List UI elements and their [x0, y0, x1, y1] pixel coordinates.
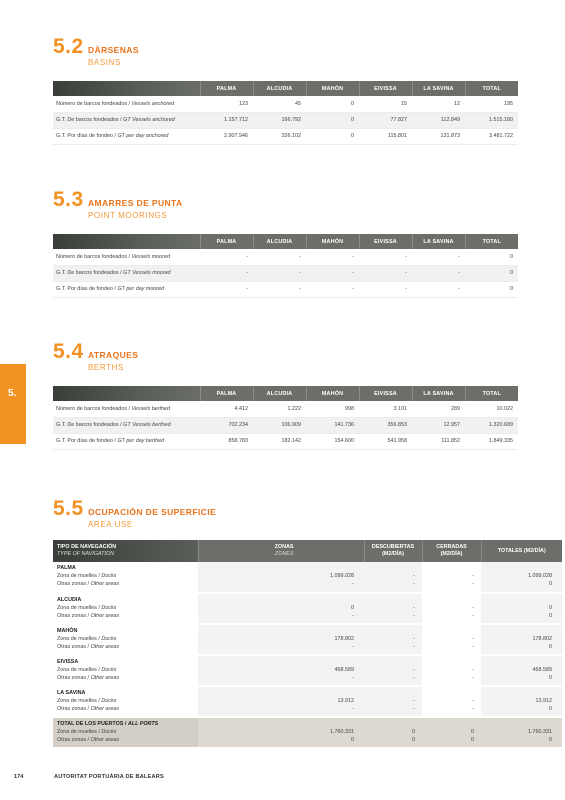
table-cell: 166.792 [253, 112, 306, 128]
column-header: ALCUDIA [253, 81, 306, 96]
area-use-table [53, 540, 562, 749]
total-value: 178.802 0 [481, 624, 562, 655]
port-block [53, 624, 562, 655]
table-cell: 112.849 [412, 112, 465, 128]
column-header: LA SAVINA [412, 386, 465, 401]
table-cell: - [253, 265, 306, 281]
covered-value: - - [422, 686, 481, 717]
column-header: EIVISSA [359, 81, 412, 96]
zones-value: 13.912 - [198, 686, 364, 717]
table-row [53, 128, 518, 144]
table-cell: 1.320.689 [465, 417, 518, 433]
table-cell: - [200, 249, 253, 265]
table-cell: - [200, 281, 253, 297]
table-cell: 4.412 [200, 401, 253, 417]
header-blank [53, 81, 200, 96]
zones-value: 1.760.331 0 [198, 717, 364, 748]
zones-value: 1.099.028 - [198, 562, 364, 593]
total-value: 468.589 0 [481, 655, 562, 686]
chapter-tab-label: 5. [8, 388, 17, 399]
table-cell: 12 [412, 96, 465, 112]
uncovered-value: - - [364, 593, 422, 624]
table-cell: 1.157.712 [200, 112, 253, 128]
table-cell: - [253, 281, 306, 297]
section-header [53, 340, 518, 376]
table-cell: 998 [306, 401, 359, 417]
uncovered-value: - - [364, 655, 422, 686]
table-cell: - [306, 265, 359, 281]
section-title: OCUPACIÓN DE SUPERFICIE [88, 507, 217, 517]
row-label: Número de barcos fondeados / Vessels moored [53, 249, 200, 265]
covered-value: 0 0 [422, 717, 481, 748]
port-block [53, 686, 562, 717]
data-table [53, 386, 518, 450]
covered-value: - - [422, 655, 481, 686]
column-header: TOTAL [465, 81, 518, 96]
row-label: G.T. Por días de fondeo / GT per day moored [53, 281, 200, 297]
table-cell: 77.827 [359, 112, 412, 128]
table-cell: 702.234 [200, 417, 253, 433]
section-header [53, 188, 518, 224]
covered-value: - - [422, 562, 481, 593]
column-header: TOTAL [465, 234, 518, 249]
port-block [53, 593, 562, 624]
table-cell: 154.600 [306, 433, 359, 449]
chapter-tab [0, 364, 26, 444]
table-cell: 858.783 [200, 433, 253, 449]
uncovered-value: 0 0 [364, 717, 422, 748]
port-label: PALMA Zona de muelles / Docks Otras zonas / Other areas [53, 562, 198, 593]
table-cell: 182.142 [253, 433, 306, 449]
table-cell: 111.852 [412, 433, 465, 449]
section-5-4 [53, 340, 518, 450]
column-header: PALMA [200, 234, 253, 249]
total-label: TOTAL DE LOS PUERTOS / ALL PORTS Zona de muelles / Docks Otras zonas / Other areas [53, 717, 198, 748]
port-label: ALCUDIA Zona de muelles / Docks Otras zonas / Other areas [53, 593, 198, 624]
zones-value: 178.802 - [198, 624, 364, 655]
section-title: AMARRES DE PUNTA [88, 198, 183, 208]
table-cell: 0 [465, 265, 518, 281]
port-label: EIVISSA Zona de muelles / Docks Otras zonas / Other areas [53, 655, 198, 686]
section-header [53, 497, 518, 533]
table-cell: 326.102 [253, 128, 306, 144]
port-block [53, 562, 562, 593]
table-cell: - [200, 265, 253, 281]
table-cell: 0 [465, 249, 518, 265]
table-cell: 12.957 [412, 417, 465, 433]
row-label: G.T. De barcos fondeados / GT Vessels anchored [53, 112, 200, 128]
section-5-2 [53, 35, 518, 145]
zones-value: 0 - [198, 593, 364, 624]
section-subtitle: AREA USE [88, 520, 133, 529]
table-cell: 195 [465, 96, 518, 112]
table-cell: 141.736 [306, 417, 359, 433]
total-block [53, 717, 562, 748]
total-value: 0 0 [481, 593, 562, 624]
table-header-row [53, 386, 518, 401]
table-row [53, 401, 518, 417]
table-cell: 123 [200, 96, 253, 112]
table-cell: - [412, 265, 465, 281]
header-blank [53, 386, 200, 401]
table-cell: 3.101 [359, 401, 412, 417]
column-header: TOTAL [465, 386, 518, 401]
table-header-row [53, 81, 518, 96]
covered-value: - - [422, 593, 481, 624]
header-blank [53, 234, 200, 249]
table-cell: 106.909 [253, 417, 306, 433]
table-cell: 0 [465, 281, 518, 297]
table-cell: - [359, 249, 412, 265]
column-header: MAHÓN [306, 81, 359, 96]
section-number: 5.5 [53, 497, 84, 520]
table-cell: - [412, 249, 465, 265]
port-label: LA SAVINA Zona de muelles / Docks Otras zonas / Other areas [53, 686, 198, 717]
table-cell: 2.907.946 [200, 128, 253, 144]
total-value: 1.760.331 0 [481, 717, 562, 748]
header-covered: CERRADAS (M2/DÍA) [422, 540, 481, 562]
row-label: G.T. De barcos fondeados / GT Vessels moored [53, 265, 200, 281]
table-cell: 1.222 [253, 401, 306, 417]
column-header: MAHÓN [306, 234, 359, 249]
header-zones: ZONAS ZONES [198, 540, 364, 562]
table-cell: - [412, 281, 465, 297]
section-area-use [53, 497, 552, 749]
table-cell: 541.958 [359, 433, 412, 449]
section-subtitle: BASINS [88, 58, 121, 67]
table-cell: 0 [306, 128, 359, 144]
port-block [53, 655, 562, 686]
uncovered-value: - - [364, 686, 422, 717]
table-cell: 0 [306, 112, 359, 128]
data-table [53, 234, 518, 298]
table-cell: - [306, 249, 359, 265]
column-header: PALMA [200, 81, 253, 96]
page-number: 174 [14, 774, 24, 780]
column-header: ALCUDIA [253, 234, 306, 249]
total-value: 13.912 0 [481, 686, 562, 717]
total-value: 1.099.028 0 [481, 562, 562, 593]
row-label: G.T. Por días de fondeo / GT per day anchored [53, 128, 200, 144]
table-row [53, 249, 518, 265]
section-5-3 [53, 188, 518, 298]
table-cell: - [253, 249, 306, 265]
column-header: ALCUDIA [253, 386, 306, 401]
table-cell: 115.801 [359, 128, 412, 144]
table-cell: - [359, 265, 412, 281]
table-cell: 1.515.180 [465, 112, 518, 128]
column-header: MAHÓN [306, 386, 359, 401]
table-row [53, 112, 518, 128]
table-row [53, 265, 518, 281]
section-number: 5.3 [53, 188, 84, 211]
table-cell: 1.849.335 [465, 433, 518, 449]
column-header: EIVISSA [359, 234, 412, 249]
row-label: G.T. De barcos fondeados / GT Vessels berthed [53, 417, 200, 433]
port-label: MAHÓN Zona de muelles / Docks Otras zonas / Other areas [53, 624, 198, 655]
column-header: LA SAVINA [412, 234, 465, 249]
row-label: Número de barcos fondeados / Vessels anchored [53, 96, 200, 112]
section-subtitle: BERTHS [88, 363, 124, 372]
table-cell: - [306, 281, 359, 297]
uncovered-value: - - [364, 562, 422, 593]
table-cell: 45 [253, 96, 306, 112]
header-uncovered: DESCUBIERTAS (M2/DÍA) [364, 540, 422, 562]
table-cell: 289 [412, 401, 465, 417]
footer-organization: AUTORITAT PORTUÀRIA DE BALEARS [54, 774, 164, 780]
zones-value: 468.589 - [198, 655, 364, 686]
table-cell: 356.853 [359, 417, 412, 433]
table-row [53, 433, 518, 449]
table-row [53, 281, 518, 297]
section-subtitle: POINT MOORINGS [88, 211, 168, 220]
table-row [53, 417, 518, 433]
covered-value: - - [422, 624, 481, 655]
table-cell: 3.481.722 [465, 128, 518, 144]
section-number: 5.2 [53, 35, 84, 58]
section-title: DÀRSENAS [88, 45, 139, 55]
column-header: EIVISSA [359, 386, 412, 401]
table-cell: 10.022 [465, 401, 518, 417]
header-type: TIPO DE NAVEGACIÓN TYPE OF NAVIGATION [53, 540, 198, 562]
table-cell: - [359, 281, 412, 297]
table-cell: 131.873 [412, 128, 465, 144]
row-label: Número de barcos fondeados / Vessels berthed [53, 401, 200, 417]
data-table [53, 81, 518, 145]
uncovered-value: - - [364, 624, 422, 655]
table-row [53, 96, 518, 112]
column-header: LA SAVINA [412, 81, 465, 96]
table-header-row [53, 234, 518, 249]
page-footer [14, 774, 164, 780]
area-header-row [53, 540, 562, 562]
section-number: 5.4 [53, 340, 84, 363]
row-label: G.T. Por días de fondeo / GT per day berthed [53, 433, 200, 449]
section-title: ATRAQUES [88, 350, 139, 360]
header-totals: TOTALES (M2/DÍA) [481, 540, 562, 562]
table-cell: 15 [359, 96, 412, 112]
section-header [53, 35, 518, 71]
table-cell: 0 [306, 96, 359, 112]
column-header: PALMA [200, 386, 253, 401]
